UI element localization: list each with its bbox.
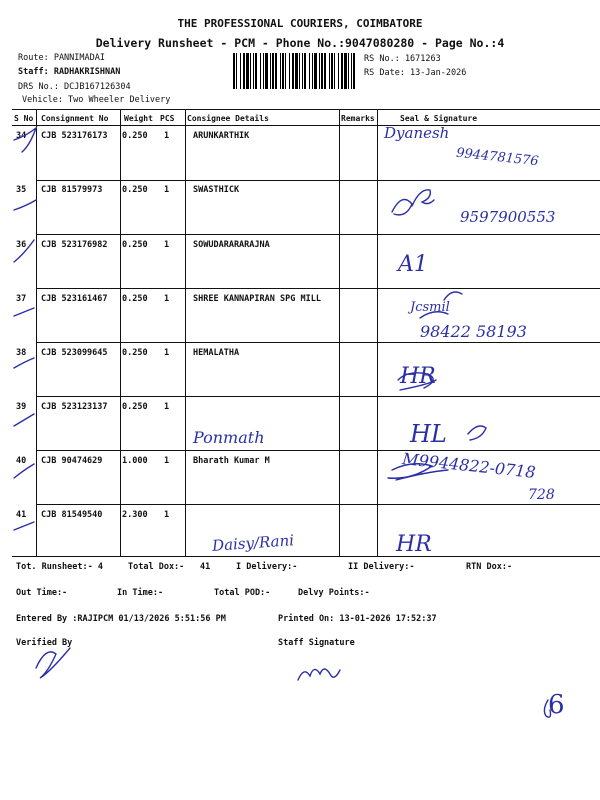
row-36-consignee: SOWUDARARARAJNA (193, 240, 270, 250)
total-dox-label: Total Dox:- (128, 562, 185, 572)
row-37-consignment: CJB 523161467 (41, 294, 108, 304)
delvy-points: Delvy Points:- (298, 588, 370, 598)
row-39-weight: 0.250 (122, 402, 148, 412)
handwriting-row34: Dyanesh (384, 124, 450, 142)
row-34-weight: 0.250 (122, 131, 148, 141)
row-39-pcs: 1 (164, 402, 170, 412)
i-delivery: I Delivery:- (236, 562, 298, 572)
col-header-pcs: PCS (160, 114, 175, 123)
row-36-consignment: CJB 523176982 (41, 240, 108, 250)
row-37-pcs: 1 (164, 294, 170, 304)
rtn-dox: RTN Dox:- (466, 562, 513, 572)
col-header-consignee: Consignee Details (187, 114, 269, 123)
entered-by: Entered By :RAJIPCM 01/13/2026 5:51:56 PM (16, 614, 226, 624)
row-41-sno: 41 (16, 510, 27, 520)
handwriting-row39-name: Ponmath (193, 428, 265, 447)
row-34-consignee: ARUNKARTHIK (193, 131, 250, 141)
rs-date: RS Date: 13-Jan-2026 (364, 68, 467, 78)
row-41-weight: 2.300 (122, 510, 148, 520)
row-38-weight: 0.250 (122, 348, 148, 358)
company-title: THE PROFESSIONAL COURIERS, COIMBATORE (177, 17, 423, 30)
row-36-sno: 36 (16, 240, 27, 250)
row-35-weight: 0.250 (122, 185, 148, 195)
ii-delivery: II Delivery:- (348, 562, 415, 572)
row-35-consignee: SWASTHICK (193, 185, 240, 195)
handwriting-row40-extra: 728 (528, 487, 555, 503)
handwriting-row41-sig: HR (396, 532, 432, 557)
row-37-weight: 0.250 (122, 294, 148, 304)
row-40-sno: 40 (16, 456, 27, 466)
handwriting-row34-phone: 9944781576 (455, 145, 540, 170)
total-dox-value: 41 (200, 562, 211, 572)
col-header-sno: S No (14, 114, 34, 123)
page-mark: 6 (548, 690, 565, 720)
row-37-consignee: SHREE KANNAPIRAN SPG MILL (193, 294, 321, 304)
row-35-consignment: CJB 81579973 (41, 185, 103, 195)
handwriting-row37-name: Jcsmil (410, 300, 450, 315)
row-36-pcs: 1 (164, 240, 170, 250)
row-41-pcs: 1 (164, 510, 170, 520)
row-36-weight: 0.250 (122, 240, 148, 250)
row-38-consignment: CJB 523099645 (41, 348, 108, 358)
row-39-consignment: CJB 523123137 (41, 402, 108, 412)
col-header-weight: Weight (124, 114, 153, 123)
verified-by: Verified By (16, 638, 73, 648)
row-34-consignment: CJB 523176173 (41, 131, 108, 141)
row-40-pcs: 1 (164, 456, 170, 466)
row-34-pcs: 1 (164, 131, 170, 141)
tot-runsheet: Tot. Runsheet:- 4 (16, 562, 103, 572)
staff-signature-label: Staff Signature (278, 638, 355, 648)
row-40-weight: 1.000 (122, 456, 148, 466)
vehicle-label: Vehicle: Two Wheeler Delivery (22, 95, 171, 105)
handwriting-row37-phone: 98422 58193 (420, 322, 527, 341)
staff-label: Staff: RADHAKRISHNAN (18, 67, 121, 77)
rs-number: RS No.: 1671263 (364, 54, 441, 64)
handwriting-row39-sig: HL (410, 420, 447, 448)
col-header-consignment: Consignment No (41, 114, 109, 123)
row-38-pcs: 1 (164, 348, 170, 358)
row-35-sno: 35 (16, 185, 27, 195)
col-header-signature: Seal & Signature (400, 114, 478, 123)
total-pod: Total POD:- (214, 588, 271, 598)
row-40-consignment: CJB 90474629 (41, 456, 103, 466)
handwriting-row41-name: Daisy/Rani (211, 531, 295, 555)
printed-on: Printed On: 13-01-2026 17:52:37 (278, 614, 437, 624)
route-label: Route: PANNIMADAI (18, 53, 105, 63)
handwriting-row35-phone: 9597900553 (460, 208, 556, 226)
runsheet-title: Delivery Runsheet - PCM - Phone No.:9047080280 - Page No.:4 (95, 36, 505, 50)
row-37-sno: 37 (16, 294, 27, 304)
row-41-consignment: CJB 81549540 (41, 510, 103, 520)
out-time: Out Time:- (16, 588, 68, 598)
row-40-consignee: Bharath Kumar M (193, 456, 270, 466)
handwriting-row36: A1 (398, 252, 428, 277)
row-34-sno: 34 (16, 131, 27, 141)
row-39-sno: 39 (16, 402, 27, 412)
handwriting-row38: HR (400, 364, 436, 389)
row-38-sno: 38 (16, 348, 27, 358)
col-header-remarks: Remarks (341, 114, 375, 123)
in-time: In Time:- (117, 588, 164, 598)
drs-number: DRS No.: DCJB167126304 (18, 82, 131, 92)
handwriting-row40-phone: M9944822-0718 (401, 449, 537, 482)
row-35-pcs: 1 (164, 185, 170, 195)
row-38-consignee: HEMALATHA (193, 348, 240, 358)
